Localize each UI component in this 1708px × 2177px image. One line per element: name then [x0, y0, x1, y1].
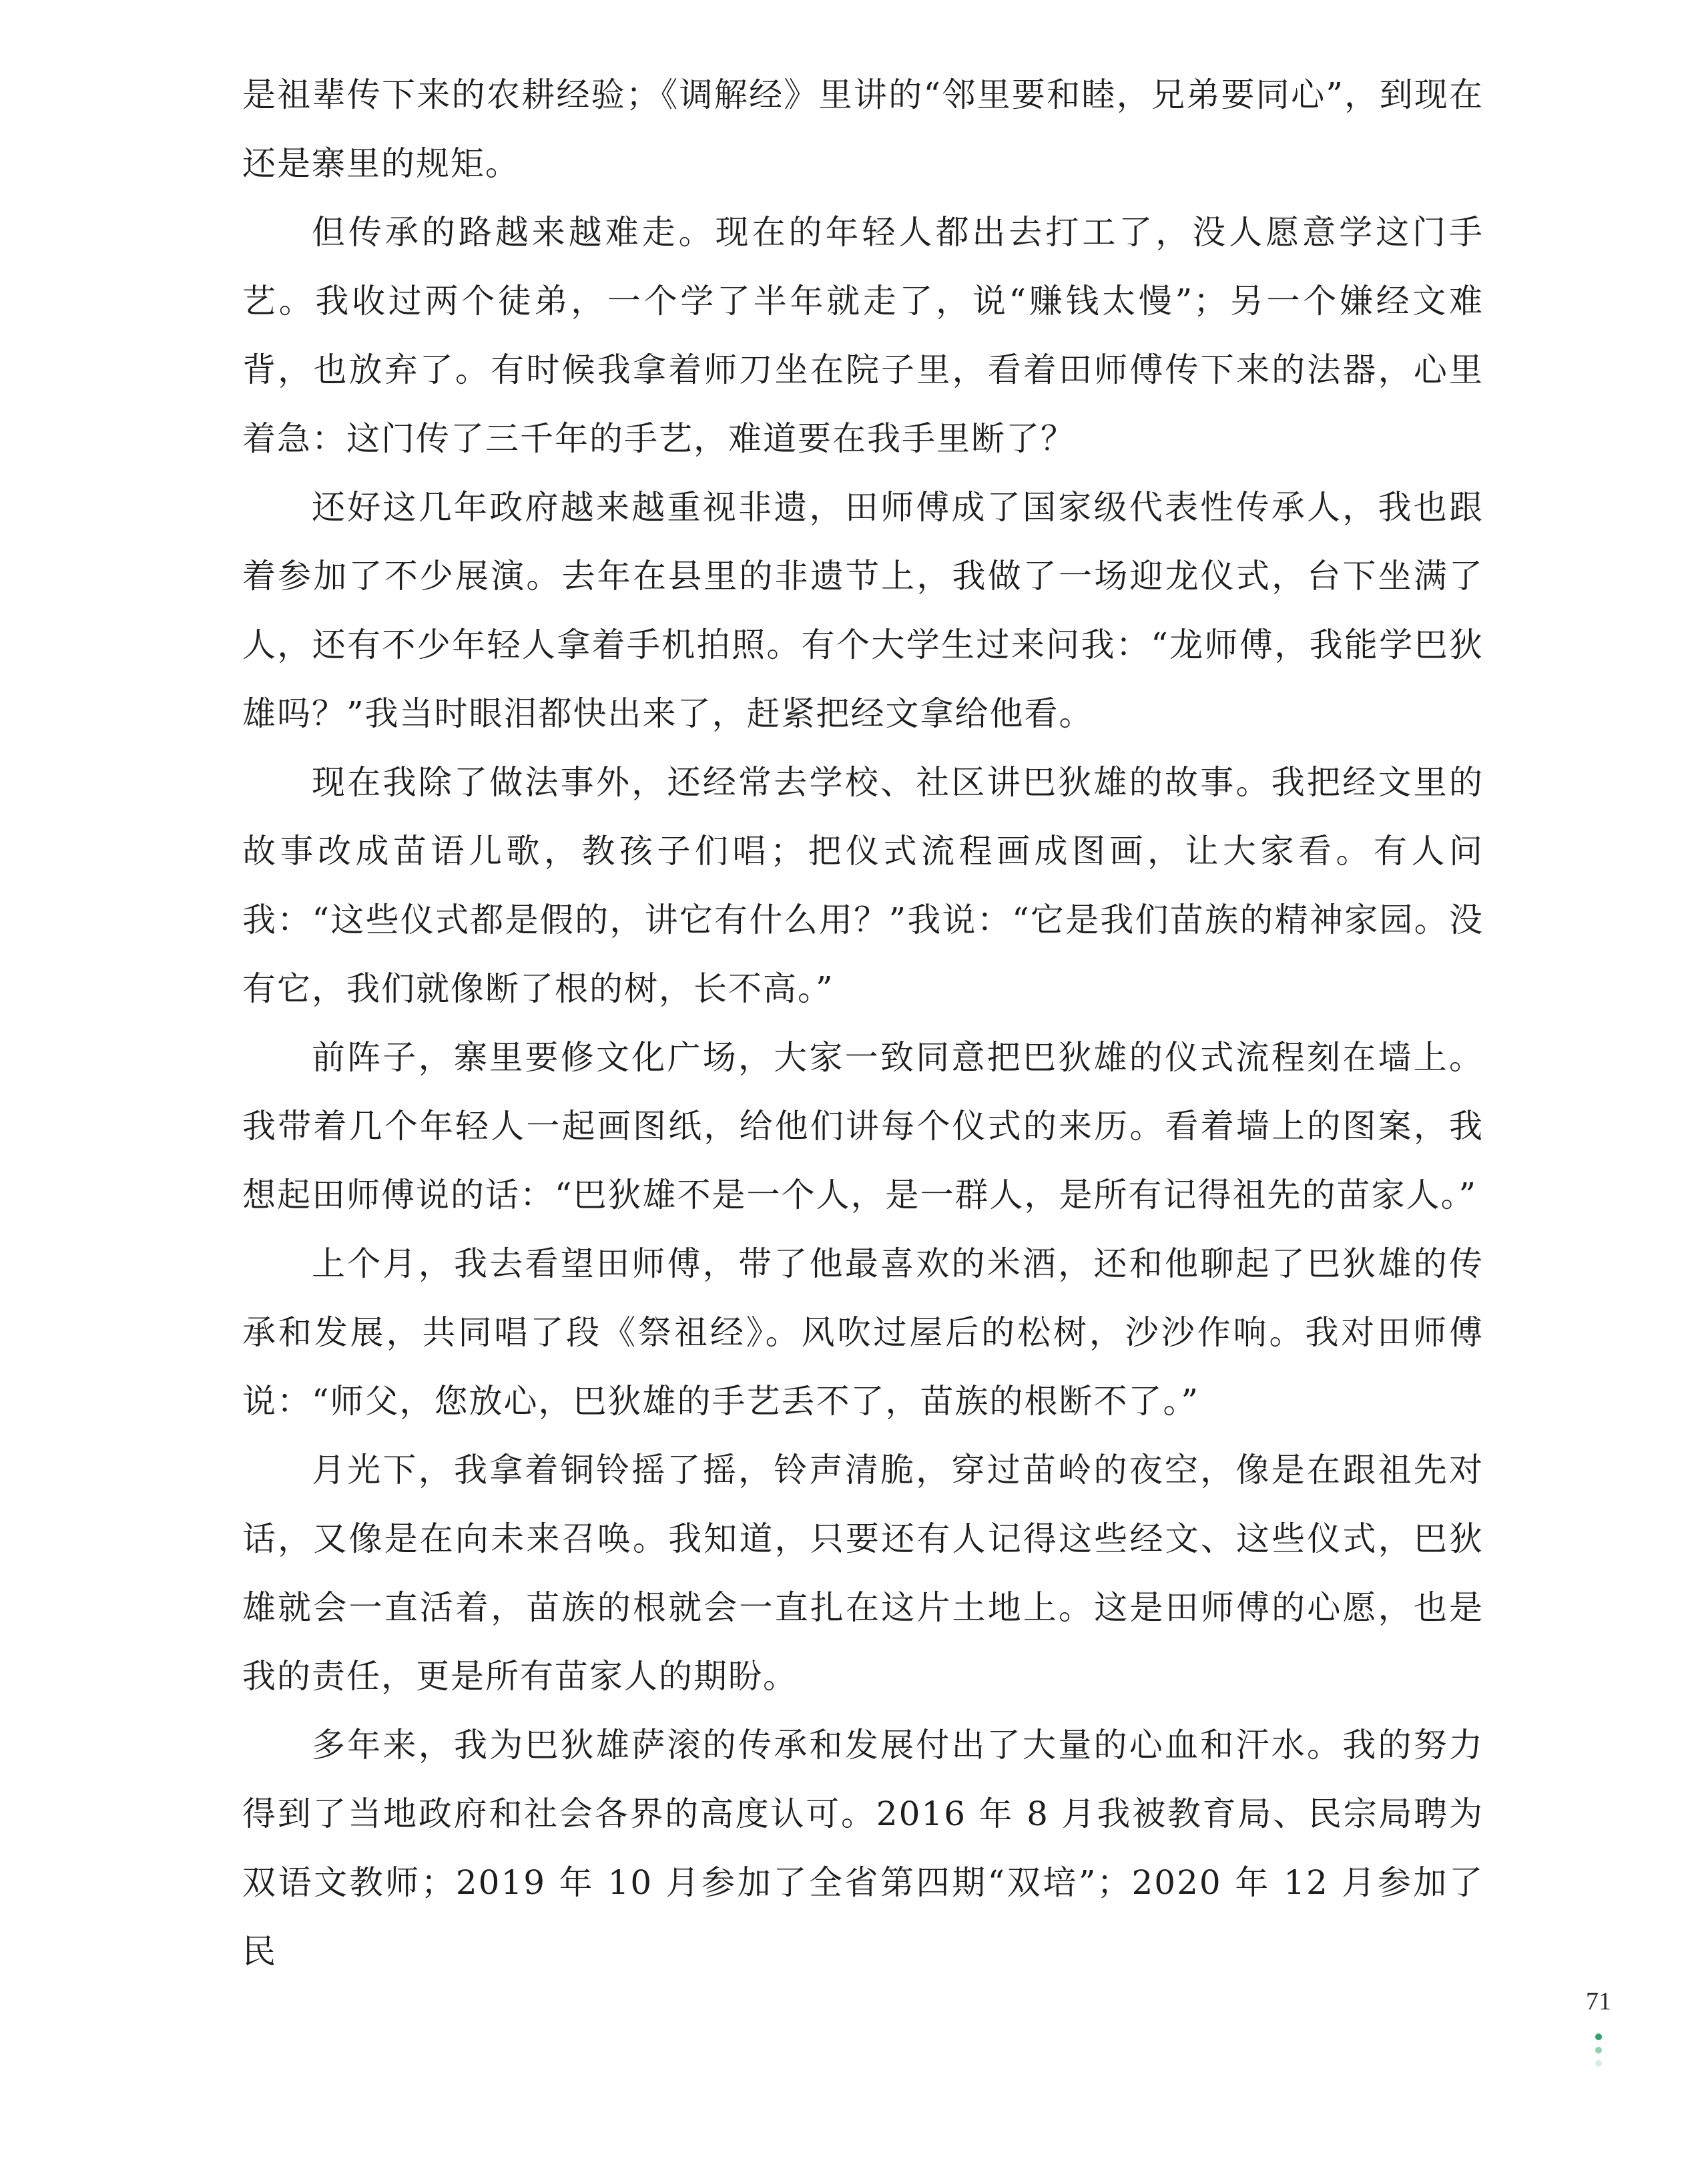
dot-icon [1595, 2033, 1602, 2040]
paragraph-continued: 是祖辈传下来的农耕经验；《调解经》里讲的“邻里要和睦，兄弟要同心”，到现在还是寨里的规矩。 [242, 75, 1484, 183]
paragraph: 多年来，我为巴狄雄萨滚的传承和发展付出了大量的心血和汗水。我的努力得到了当地政府和社会各界的高度认可。2016 年 8 月我被教育局、民宗局聘为双语文教师；2019 年 10 月参加了全省第四期“双培”；2020 年 12 月参加了民 [242, 1726, 1484, 1971]
paragraph: 现在我除了做法事外，还经常去学校、社区讲巴狄雄的故事。我把经文里的故事改成苗语儿歌，教孩子们唱；把仪式流程画成图画，让大家看。有人问我：“这些仪式都是假的，讲它有什么用？”我说：“它是我们苗族的精神家园。没有它，我们就像断了根的树，长不高。” [242, 763, 1484, 1008]
decorative-dots [1593, 2033, 1605, 2074]
page-number: 71 [1586, 1987, 1611, 2015]
paragraph: 但传承的路越来越难走。现在的年轻人都出去打工了，没人愿意学这门手艺。我收过两个徒弟，一个学了半年就走了，说“赚钱太慢”；另一个嫌经文难背，也放弃了。有时候我拿着师刀坐在院子里，看着田师傅传下来的法器，心里着急：这门传了三千年的手艺，难道要在我手里断了？ [242, 213, 1484, 458]
paragraph: 还好这几年政府越来越重视非遗，田师傅成了国家级代表性传承人，我也跟着参加了不少展演。去年在县里的非遗节上，我做了一场迎龙仪式，台下坐满了人，还有不少年轻人拿着手机拍照。有个大学生过来问我：“龙师傅，我能学巴狄雄吗？”我当时眼泪都快出来了，赶紧把经文拿给他看。 [242, 488, 1484, 733]
body-text [242, 61, 1484, 1986]
paragraph: 前阵子，寨里要修文化广场，大家一致同意把巴狄雄的仪式流程刻在墙上。我带着几个年轻人一起画图纸，给他们讲每个仪式的来历。看着墙上的图案，我想起田师傅说的话：“巴狄雄不是一个人，是一群人，是所有记得祖先的苗家人。” [242, 1038, 1484, 1214]
paragraph: 上个月，我去看望田师傅，带了他最喜欢的米酒，还和他聊起了巴狄雄的传承和发展，共同唱了段《祭祖经》。风吹过屋后的松树，沙沙作响。我对田师傅说：“师父，您放心，巴狄雄的手艺丢不了，苗族的根断不了。” [242, 1244, 1484, 1421]
paragraph: 月光下，我拿着铜铃摇了摇，铃声清脆，穿过苗岭的夜空，像是在跟祖先对话，又像是在向未来召唤。我知道，只要还有人记得这些经文、这些仪式，巴狄雄就会一直活着，苗族的根就会一直扎在这片土地上。这是田师傅的心愿，也是我的责任，更是所有苗家人的期盼。 [242, 1451, 1484, 1696]
dot-icon [1595, 2060, 1602, 2067]
dot-icon [1595, 2047, 1602, 2053]
